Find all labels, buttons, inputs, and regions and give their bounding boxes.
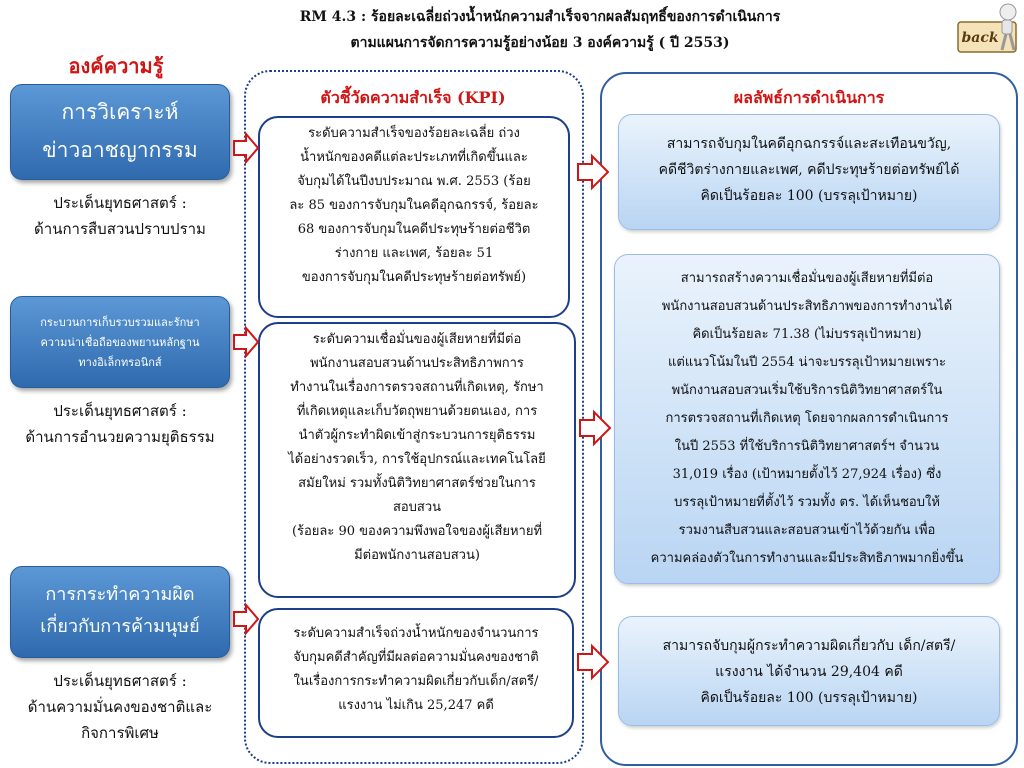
kpi-1-line: จับกุมได้ในปีงบประมาณ พ.ศ. 2553 (ร้อย — [297, 174, 531, 189]
kpi-2-line: พนักงานสอบสวนด้านประสิทธิภาพการ — [310, 356, 524, 371]
kpi-3-line: ในเรื่องการกระทำความผิดเกี่ยวกับเด็ก/สตรี/ — [293, 674, 539, 689]
arrow-knowledge-2-to-kpi — [234, 328, 258, 356]
kpi-1-line: ของการจับกุมในคดีประทุษร้ายต่อทรัพย์) — [301, 270, 527, 285]
strategy-3-label: ประเด็นยุทธศาสตร์ : — [53, 672, 187, 690]
result-2-line: แต่แนวโน้มในปี 2554 น่าจะบรรลุเป้าหมายเพราะ — [668, 355, 946, 370]
strategy-2-label: ประเด็นยุทธศาสตร์ : — [53, 402, 187, 420]
title-line-2: ตามแผนการจัดการความรู้อย่างน้อย 3 องค์ความรู้ ( ปี 2553) — [350, 35, 730, 51]
kpi-2-line: นำตัวผู้กระทำผิดเข้าสู่กระบวนการยุติธรรม — [298, 428, 536, 443]
kpi-3-line: ระดับความสำเร็จถ่วงน้ำหนักของจำนวนการ — [293, 626, 539, 641]
result-1-line: สามารถจับกุมในคดีอุกฉกรรจ์และสะเทือนขวัญ, — [666, 136, 952, 152]
strategy-2-value: ด้านการอำนวยความยุติธรรม — [25, 428, 215, 446]
result-1-line: คิดเป็นร้อยละ 100 (บรรลุเป้าหมาย) — [700, 188, 918, 204]
kpi-2-line: สมัยใหม่ รวมทั้งนิติวิทยาศาสตร์ช่วยในการ — [298, 476, 536, 491]
kpi-2-line: สอบสวน — [392, 500, 442, 515]
kpi-2-line: ที่เกิดเหตุและเก็บวัตถุพยานด้วยตนเอง, การ — [296, 404, 538, 419]
kpi-2-line: ได้อย่างรวดเร็ว, การใช้อุปกรณ์และเทคโนโลยี — [288, 452, 546, 467]
knowledge-1-line-1: การวิเคราะห์ — [61, 100, 179, 124]
result-2-line: พนักงานสอบสวนเริ่มใช้บริการนิติวิทยาศาสตร์ใน — [671, 383, 943, 398]
result-2-line: คิดเป็นร้อยละ 71.38 (ไม่บรรลุเป้าหมาย) — [692, 327, 922, 342]
knowledge-2-line-3: ทางอิเล็กทรอนิกส์ — [78, 356, 162, 369]
result-2-line: พนักงานสอบสวนด้านประสิทธิภาพของการทำงานได้ — [661, 299, 953, 314]
knowledge-1-line-2: ข่าวอาชญากรรม — [42, 138, 198, 162]
strategy-1-label: ประเด็นยุทธศาสตร์ : — [53, 194, 187, 212]
kpi-1-line: ระดับความสำเร็จของร้อยละเฉลี่ย ถ่วง — [308, 126, 520, 141]
result-2-line: บรรลุเป้าหมายที่ตั้งไว้ รวมทั้ง ตร. ได้เห็นชอบให้ — [674, 495, 940, 510]
title-line-1: RM 4.3 : ร้อยละเฉลี่ยถ่วงน้ำหนักความสำเร็จจากผลสัมฤทธิ์ของการดำเนินการ — [299, 9, 781, 25]
knowledge-3-line-1: การกระทำความผิด — [45, 584, 195, 605]
kpi-3-line: จับกุมคดีสำคัญที่มีผลต่อความมั่นคงของชาติ — [293, 650, 539, 665]
result-2-line: ความคล่องตัวในการทำงานและมีประสิทธิภาพมากยิ่งขึ้น — [650, 551, 964, 566]
knowledge-2-line-2: ความน่าเชื่อถือของพยานหลักฐาน — [40, 336, 200, 349]
kpi-2-line: (ร้อยละ 90 ของความพึงพอใจของผู้เสียหายที่ — [291, 524, 543, 539]
result-3-line: คิดเป็นร้อยละ 100 (บรรลุเป้าหมาย) — [700, 690, 918, 706]
result-2-line: สามารถสร้างความเชื่อมั่นของผู้เสียหายที่มีต่อ — [680, 271, 934, 286]
kpi-2-line: มีต่อพนักงานสอบสวน) — [354, 548, 480, 563]
result-2-line: ในปี 2553 ที่ใช้บริการนิติวิทยาศาสตร์ฯ จำนวน — [674, 439, 940, 454]
result-3-line: สามารถจับกุมผู้กระทำความผิดเกี่ยวกับ เด็ก/สตรี/ — [662, 638, 956, 654]
arrow-kpi-2-to-result — [580, 412, 610, 444]
kpi-heading: ตัวชี้วัดความสำเร็จ (KPI) — [320, 88, 506, 107]
result-2-line: การตรวจสถานที่เกิดเหตุ โดยจากผลการดำเนินการ — [665, 411, 949, 426]
result-3-line: แรงงาน ได้จำนวน 29,404 คดี — [715, 664, 903, 680]
knowledge-2-line-1: กระบวนการเก็บรวบรวมและรักษา — [40, 316, 200, 329]
arrow-knowledge-1-to-kpi — [234, 134, 258, 162]
strategy-3-value-line-2: กิจการพิเศษ — [81, 724, 159, 742]
knowledge-3-line-2: เกี่ยวกับการค้ามนุษย์ — [40, 616, 200, 637]
kpi-2-line: ทำงานในเรื่องการตรวจสถานที่เกิดเหตุ, รักษา — [290, 380, 544, 395]
kpi-1-line: 68 ของการจับกุมในคดีประทุษร้ายต่อชีวิต — [297, 222, 531, 237]
result-2-line: 31,019 เรื่อง (เป้าหมายตั้งไว้ 27,924 เรื่อง) ซึ่ง — [672, 467, 942, 482]
strategy-3-value-line-1: ด้านความมั่นคงของชาติและ — [27, 698, 213, 716]
result-2-line: รวมงานสืบสวนและสอบสวนเข้าไว้ด้วยกัน เพื่อ — [678, 523, 936, 538]
arrow-knowledge-3-to-kpi — [234, 605, 258, 633]
kpi-1-line: ละ 85 ของการจับกุมในคดีอุกฉกรรจ์, ร้อยละ — [289, 198, 539, 213]
arrow-kpi-3-to-result — [578, 646, 608, 678]
result-1-line: คดีชีวิตร่างกายและเพศ, คดีประทุษร้ายต่อทรัพย์ได้ — [658, 162, 960, 178]
kpi-1-line: ร่างกาย และเพศ, ร้อยละ 51 — [334, 246, 494, 261]
back-label: back — [961, 30, 999, 46]
results-heading: ผลลัพธ์การดำเนินการ — [733, 88, 885, 107]
knowledge-heading: องค์ความรู้ — [68, 54, 164, 78]
arrow-kpi-1-to-result — [578, 156, 608, 188]
strategy-1-value: ด้านการสืบสวนปราบปราม — [34, 220, 206, 238]
kpi-2-line: ระดับความเชื่อมั่นของผู้เสียหายที่มีต่อ — [312, 332, 522, 347]
kpi-3-line: แรงงาน ไม่เกิน 25,247 คดี — [338, 698, 494, 713]
kpi-1-line: น้ำหนักของคดีแต่ละประเภทที่เกิดขึ้นและ — [300, 150, 528, 165]
